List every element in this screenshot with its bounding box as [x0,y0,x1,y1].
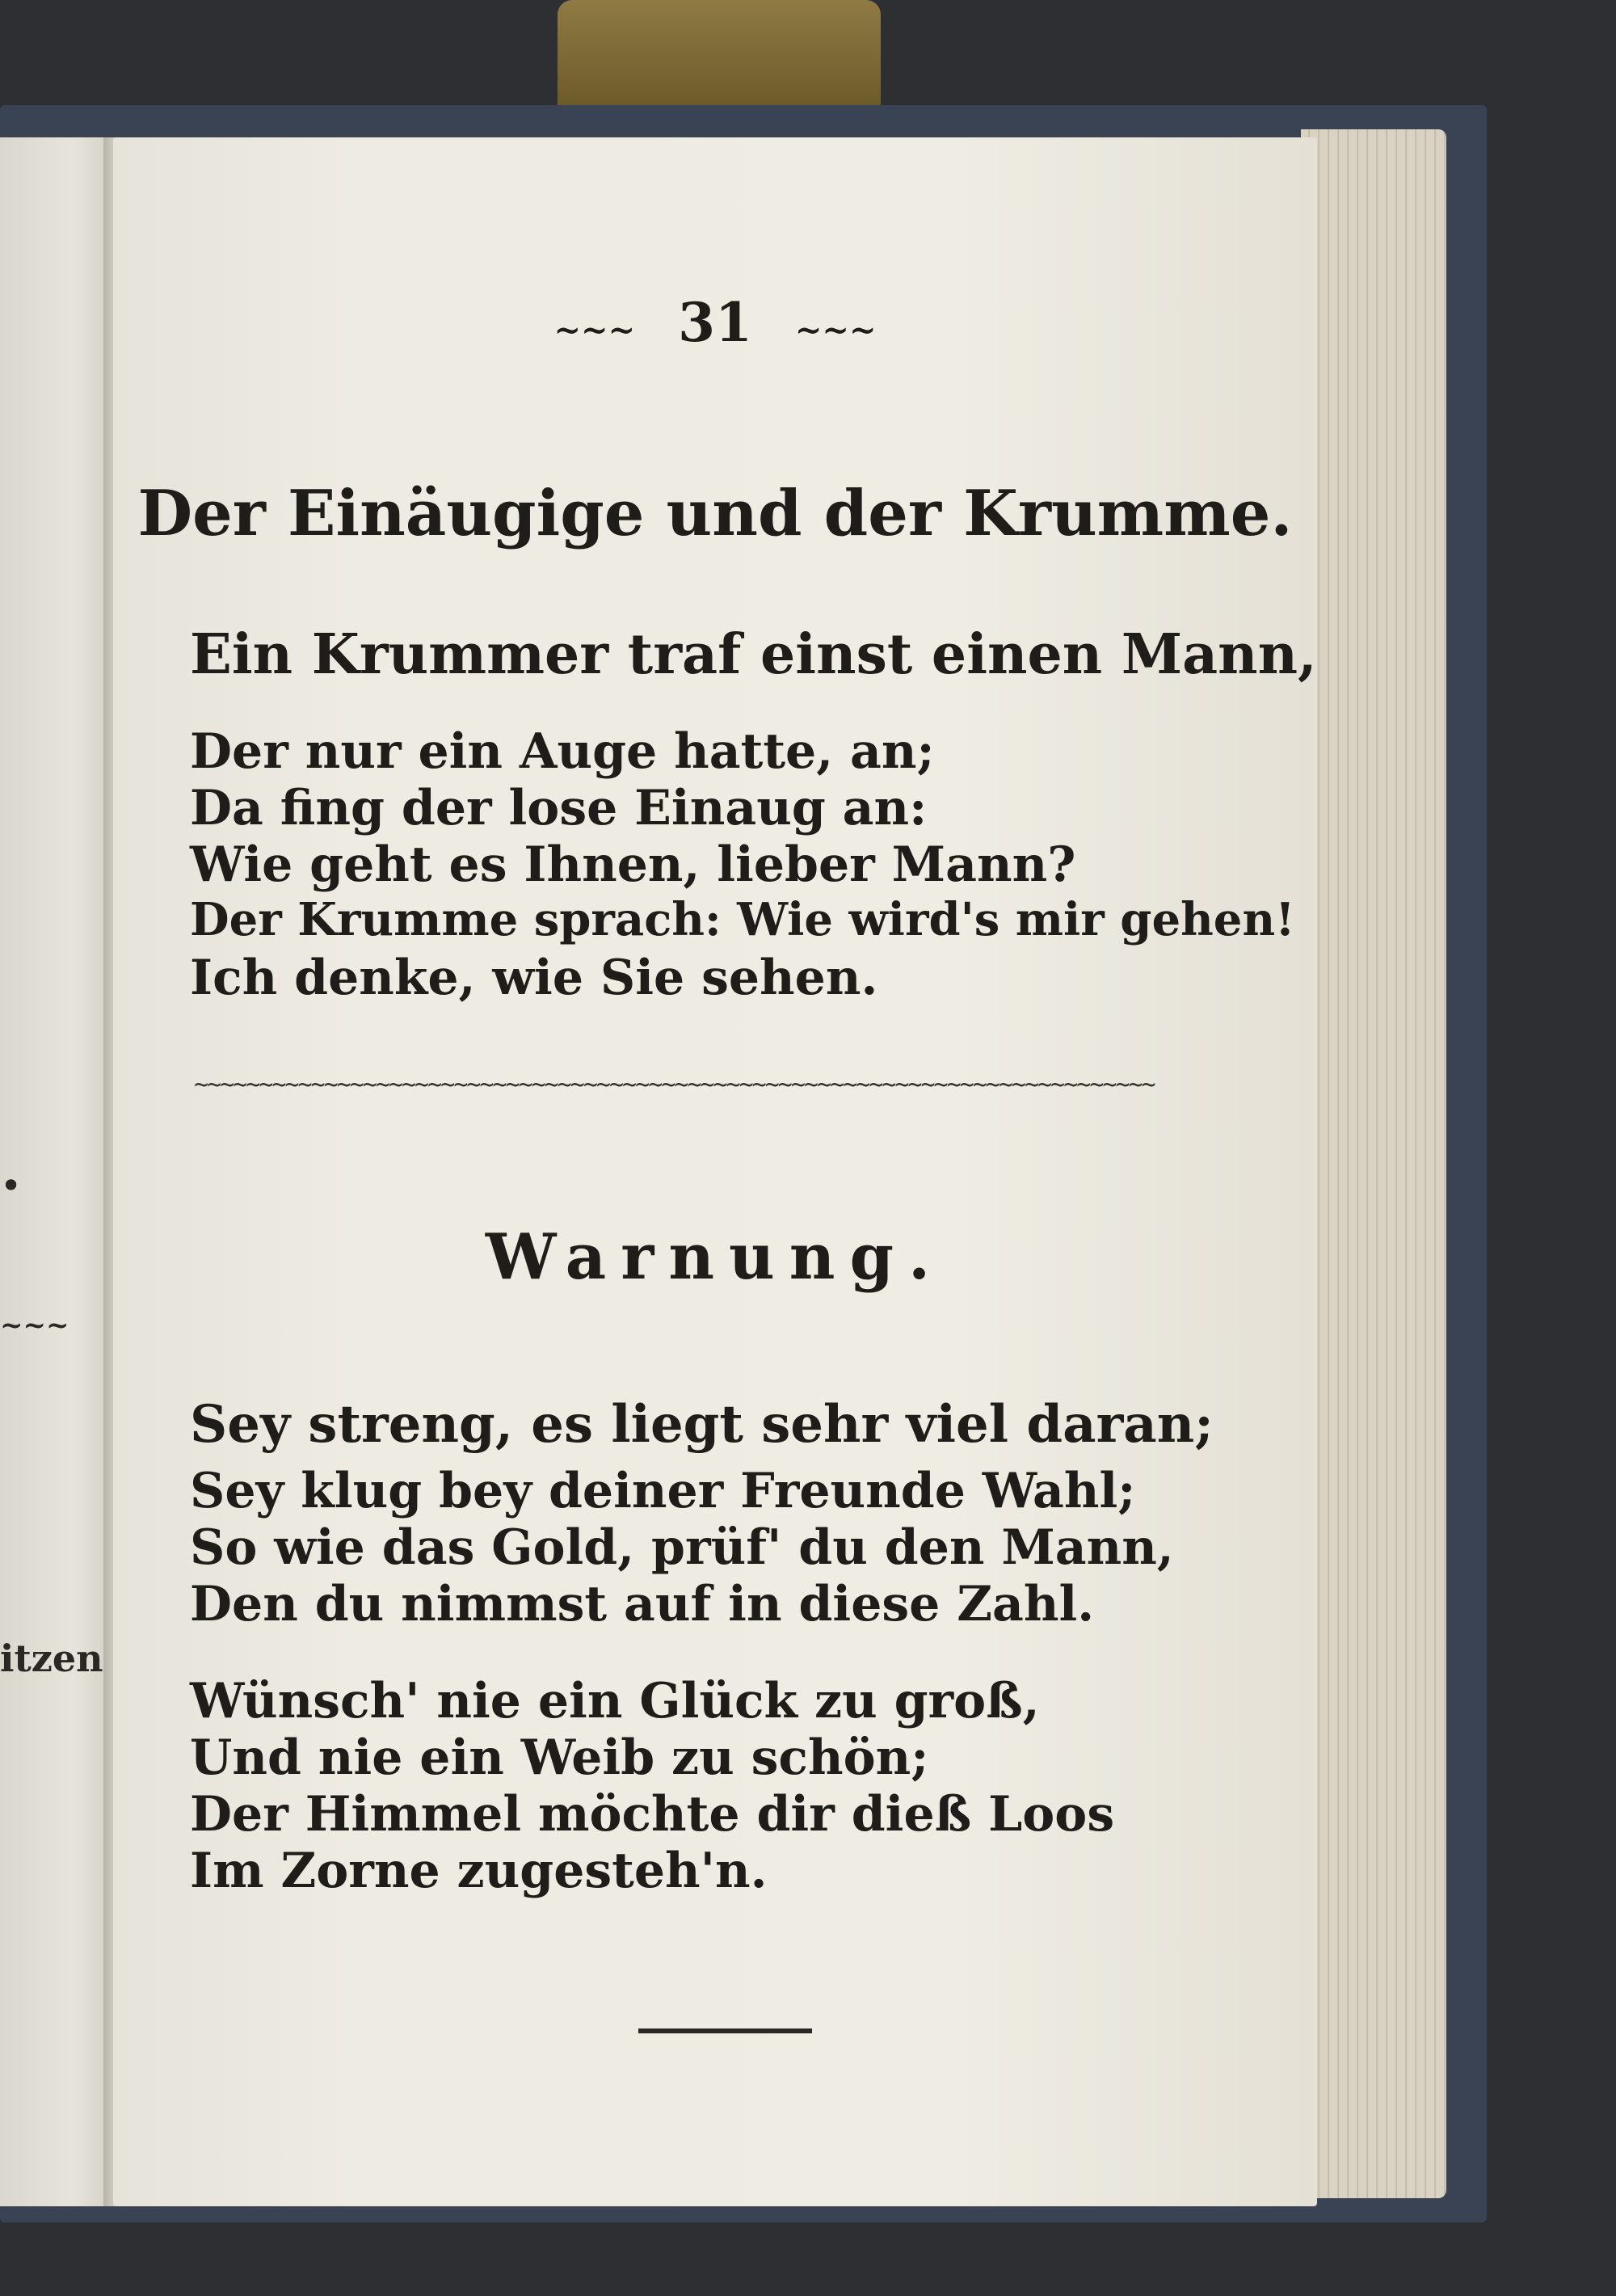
poem2-title: Warnung. [485,1220,945,1294]
poem2-stanza1-line: Den du nimmst auf in diese Zahl. [190,1576,1095,1632]
poem2-stanza1-line: Sey klug bey deiner Freunde Wahl; [190,1463,1136,1519]
poem2-stanza1-line: Sey streng, es liegt sehr viel daran; [190,1394,1214,1455]
poem1-title: Der Einäugige und der Krumme. [137,477,1293,550]
poem1-line: Ich denke, wie Sie sehen. [190,950,878,1006]
wavy-divider: ~~~~~~~~~~~~~~~~~~~~~~~~~~~~~~~~~~~~~~~~~~~~~~~~~~~~~~~~~~~~~~~~~~~~~~~~~~ [194,1071,1155,1099]
poem2-stanza1-line: So wie das Gold, prüf' du den Mann, [190,1519,1174,1576]
poem1-line: Wie geht es Ihnen, lieber Mann? [190,836,1076,893]
page-edges [1301,129,1446,2198]
folio-ornament-right: ~~~ [794,311,877,349]
left-page-ornament: ~~~ [0,1309,69,1342]
poem1-line: Der Krumme sprach: Wie wird's mir gehen! [190,893,1295,946]
poem2-stanza2-line: Im Zorne zugesteh'n. [190,1843,768,1899]
folio-ornament-left: ~~~ [553,311,636,349]
poem2-stanza2-line: Der Himmel möchte dir dieß Loos [190,1786,1115,1843]
left-page-dot: • [0,1164,23,1207]
poem2-stanza2-line: Wünsch' nie ein Glück zu groß, [190,1673,1040,1729]
end-rule [638,2028,812,2033]
poem2-stanza2-line: Und nie ein Weib zu schön; [190,1729,929,1786]
left-page-word: itzen [0,1637,103,1680]
right-page [113,137,1317,2206]
poem1-line: Der nur ein Auge hatte, an; [190,723,935,780]
poem1-line: Da fing der lose Einaug an: [190,780,928,836]
page-number-line [113,291,1317,354]
page-number: 31 [678,291,752,354]
poem1-line: Ein Krummer traf einst einen Mann, [190,622,1317,687]
